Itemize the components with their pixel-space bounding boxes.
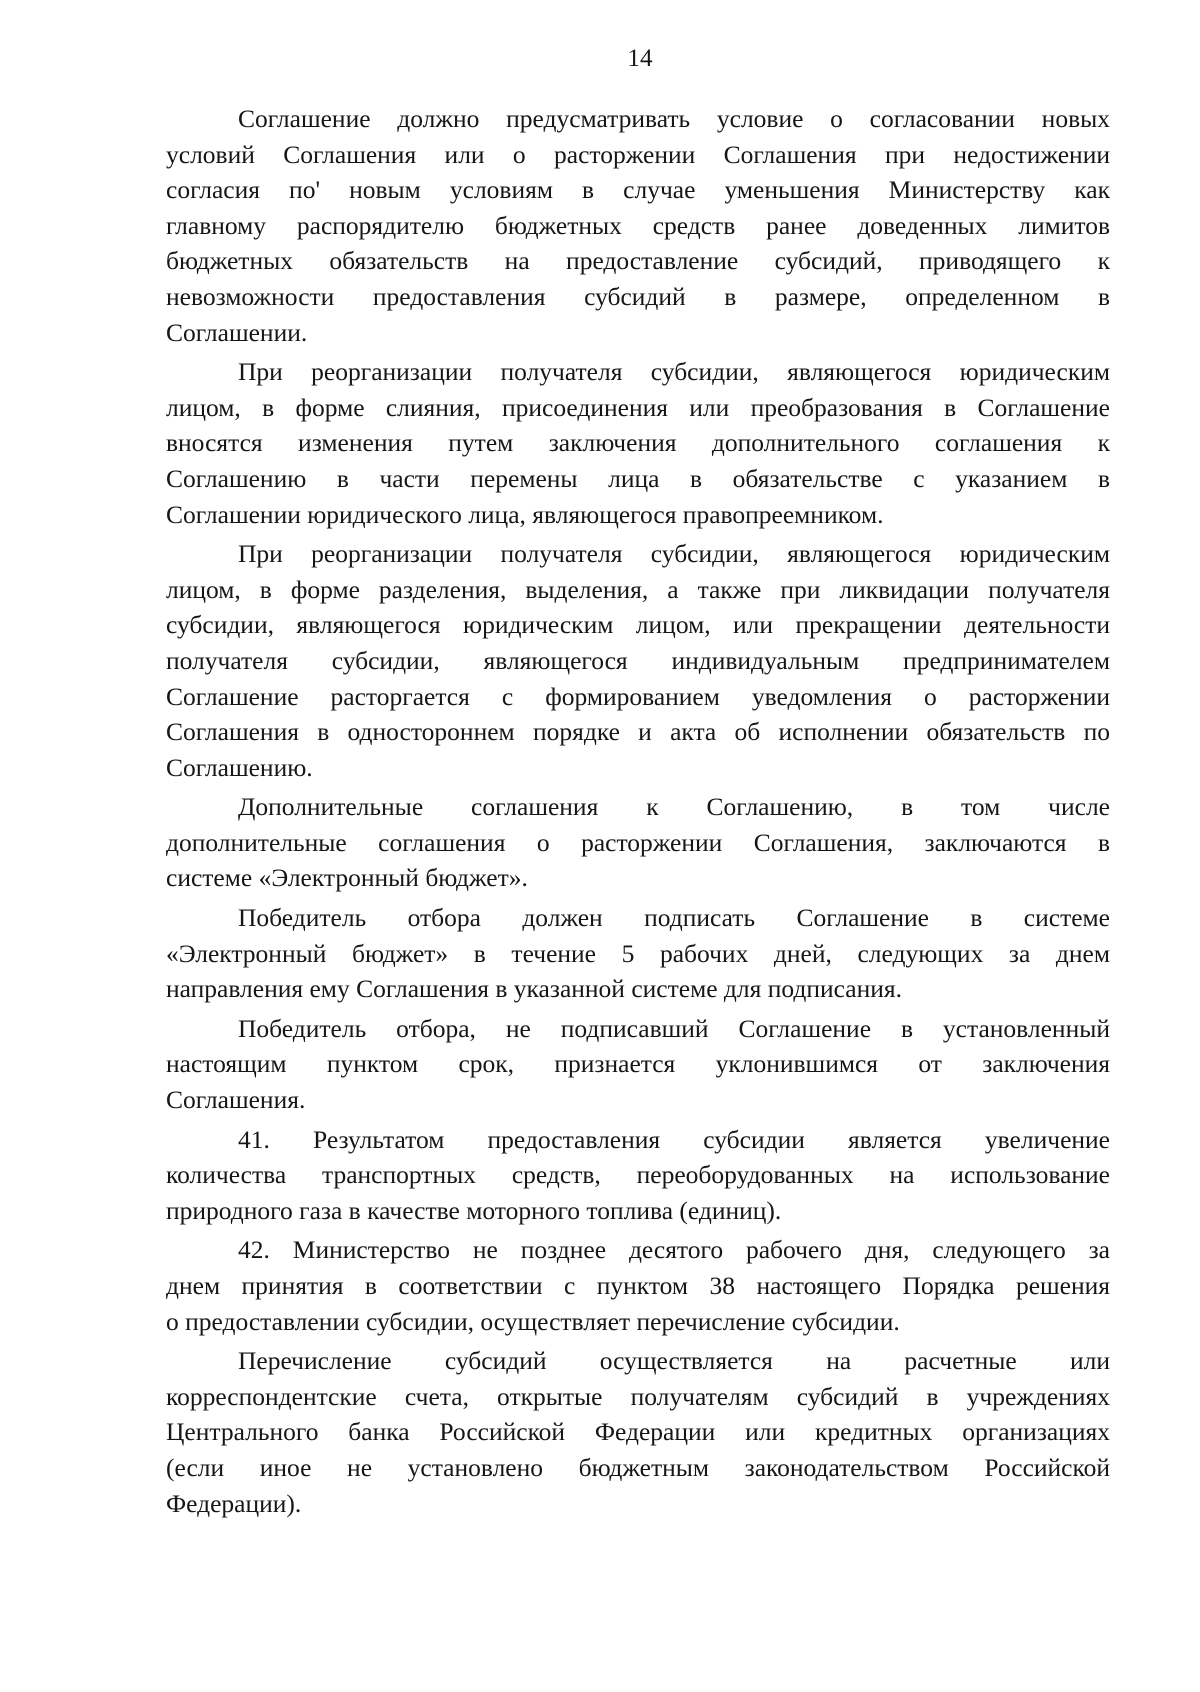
text-line: настоящим пунктом срок, признается уклонившимся от заключения [166, 1049, 1110, 1079]
text-line: бюджетных обязательств на предоставление субсидий, приводящего к [166, 246, 1110, 276]
paragraph [166, 101, 1110, 350]
text-line: согласия по' новым условиям в случае уменьшения Министерству как [166, 175, 1110, 205]
text-line: Перечисление субсидий осуществляется на расчетные или [238, 1346, 1110, 1376]
text-line: (если иное не установлено бюджетным законодательством Российской [166, 1452, 1110, 1482]
text-line: субсидии, являющегося юридическим лицом, или прекращении деятельности [166, 610, 1110, 640]
text-line: «Электронный бюджет» в течение 5 рабочих дней, следующих за днем [166, 938, 1110, 968]
paragraph [166, 1122, 1110, 1229]
text-line: 42. Министерство не позднее десятого рабочего дня, следующего за [238, 1235, 1110, 1265]
text-line: системе «Электронный бюджет». [166, 863, 528, 893]
text-line: Федерации). [166, 1488, 302, 1518]
text-line: Соглашения в одностороннем порядке и акта об исполнении обязательств по [166, 717, 1110, 747]
text-line: Соглашению в части перемены лица в обязательстве с указанием в [166, 463, 1110, 493]
text-line: Соглашении. [166, 317, 308, 347]
text-line: невозможности предоставления субсидий в размере, определенном в [166, 281, 1110, 311]
text-line: вносятся изменения путем заключения дополнительного соглашения к [166, 428, 1110, 458]
paragraph [166, 1232, 1110, 1339]
document-body [166, 101, 1110, 1525]
paragraph [166, 536, 1110, 785]
paragraph [166, 1011, 1110, 1118]
text-line: количества транспортных средств, переоборудованных на использование [166, 1160, 1110, 1190]
text-line: условий Соглашения или о расторжении Соглашения при недостижении [166, 139, 1110, 169]
text-line: лицом, в форме слияния, присоединения или преобразования в Соглашение [166, 392, 1110, 422]
text-line: Победитель отбора должен подписать Соглашение в системе [238, 903, 1110, 933]
text-line: Соглашении юридического лица, являющегося правопреемником. [166, 499, 884, 529]
text-line: днем принятия в соответствии с пунктом 38 настоящего Порядка решения [166, 1271, 1110, 1300]
text-line: лицом, в форме разделения, выделения, а также при ликвидации получателя [166, 574, 1110, 604]
text-line: Соглашения. [166, 1085, 306, 1115]
text-line: главному распорядителю бюджетных средств ранее доведенных лимитов [166, 210, 1110, 240]
text-line: Соглашению. [166, 752, 313, 782]
text-line: получателя субсидии, являющегося индивидуальным предпринимателем [166, 645, 1110, 675]
text-line: Соглашение должно предусматривать условие о согласовании новых [238, 104, 1110, 133]
text-line: направления ему Соглашения в указанной системе для подписания. [166, 974, 902, 1004]
text-line: Центрального банка Российской Федерации или кредитных организациях [166, 1417, 1110, 1447]
paragraph [166, 789, 1110, 896]
text-line: Дополнительные соглашения к Соглашению, в том числе [238, 792, 1110, 822]
paragraph [166, 900, 1110, 1007]
text-line: При реорганизации получателя субсидии, являющегося юридическим [238, 539, 1110, 569]
text-line: 41. Результатом предоставления субсидии является увеличение [238, 1124, 1110, 1154]
paragraph [166, 1343, 1110, 1521]
paragraph [166, 354, 1110, 532]
text-line: Соглашение расторгается с формированием уведомления о расторжении [166, 681, 1110, 711]
page-number: 14 [627, 45, 653, 72]
text-line: При реорганизации получателя субсидии, являющегося юридическим [238, 357, 1110, 387]
text-line: Победитель отбора, не подписавший Соглашение в установленный [238, 1013, 1110, 1043]
text-line: корреспондентские счета, открытые получателям субсидий в учреждениях [166, 1381, 1110, 1411]
text-line: о предоставлении субсидии, осуществляет перечисление субсидии. [166, 1306, 900, 1336]
text-line: природного газа в качестве моторного топлива (единиц). [166, 1195, 782, 1225]
text-line: дополнительные соглашения о расторжении Соглашения, заключаются в [166, 827, 1110, 857]
